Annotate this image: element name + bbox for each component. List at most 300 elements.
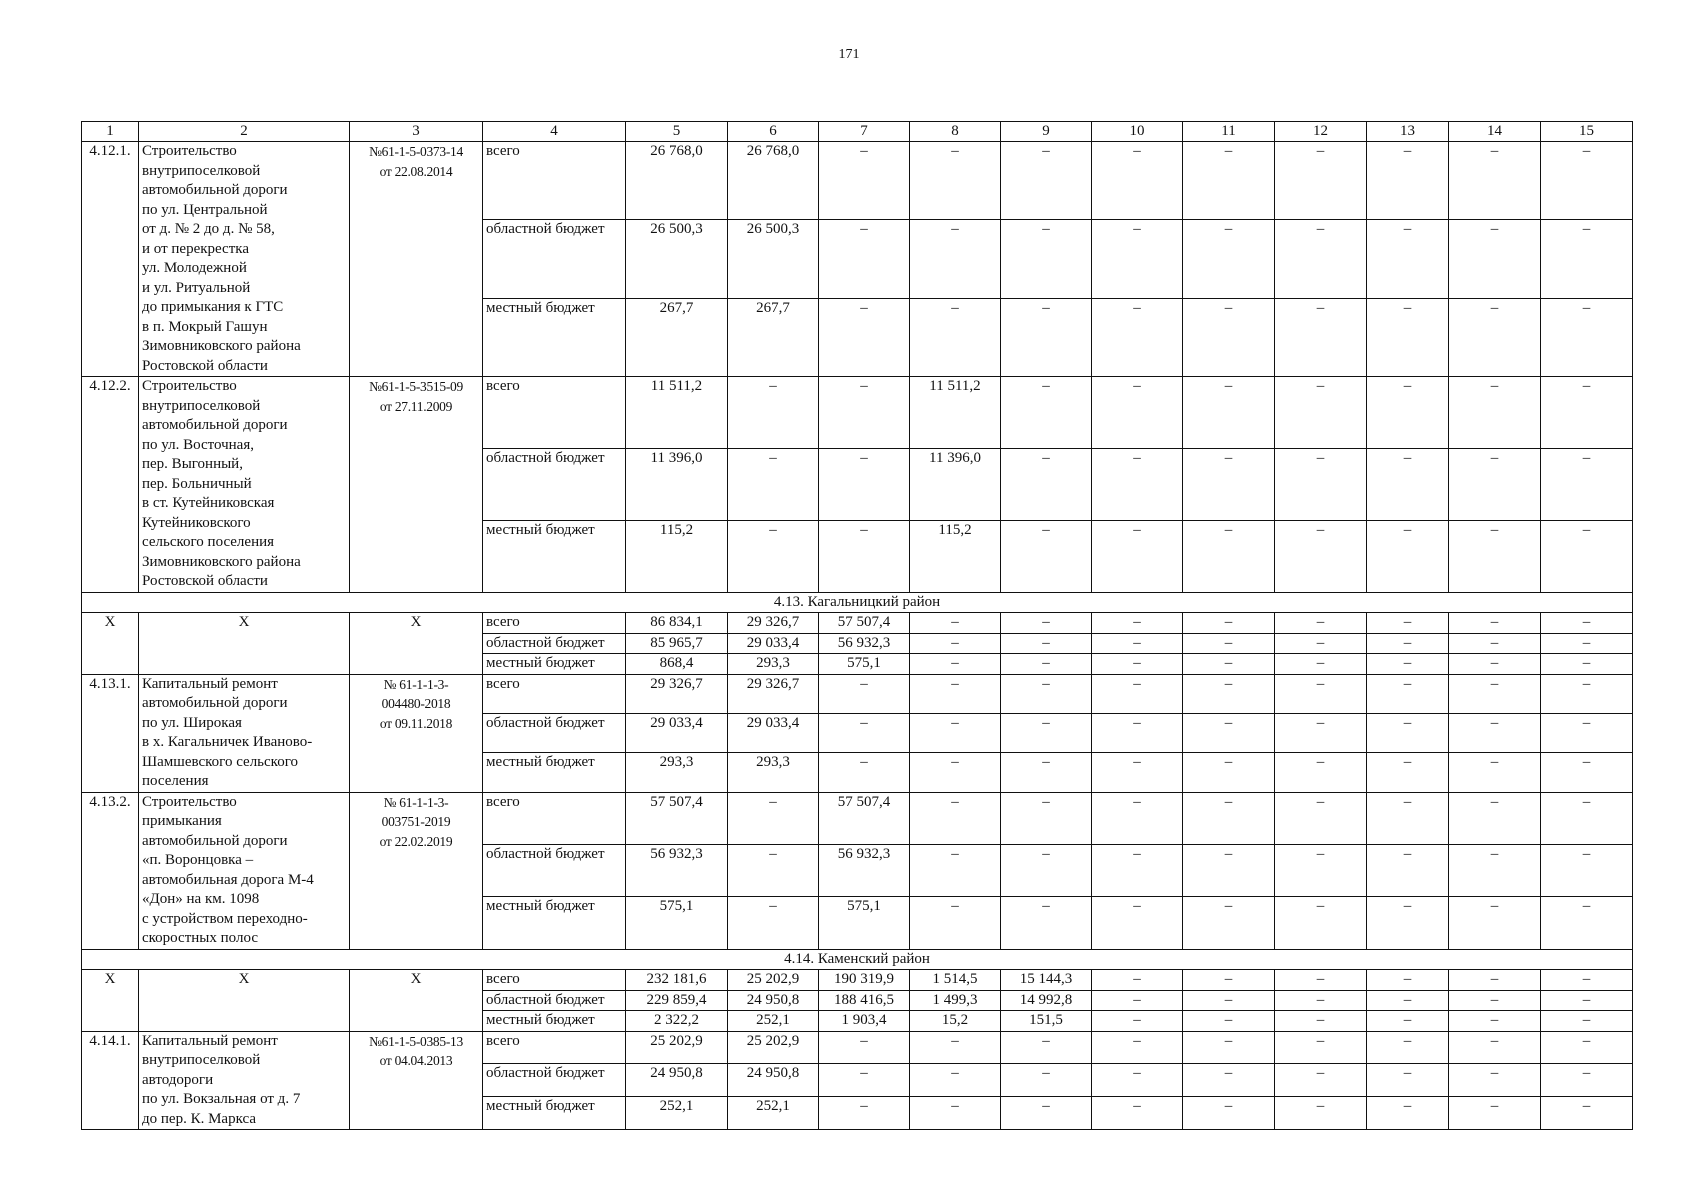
budget-value: 29 033,4	[728, 633, 819, 654]
budget-value: –	[1541, 1097, 1633, 1130]
item-name-line: по ул. Центральной	[142, 201, 268, 218]
budget-value: –	[819, 377, 910, 449]
budget-value: –	[1449, 633, 1541, 654]
budget-value: –	[910, 844, 1001, 896]
budget-value: –	[1449, 142, 1541, 220]
item-name-line: до пер. К. Маркса	[142, 1110, 256, 1127]
budget-value: 14 992,8	[1001, 990, 1092, 1011]
budget-value: –	[1183, 1011, 1275, 1032]
budget-label: всего	[483, 613, 626, 634]
budget-value: –	[1092, 1097, 1183, 1130]
item-name-line: Зимовниковского района	[142, 338, 301, 354]
item-name-line: Зимовниковского района	[142, 553, 301, 570]
budget-value: –	[1001, 897, 1092, 949]
budget-value: –	[1275, 1064, 1367, 1097]
budget-value: –	[1275, 792, 1367, 844]
item-name	[139, 377, 350, 593]
column-number: 6	[728, 122, 819, 142]
item-name-line: Х	[238, 971, 250, 987]
budget-label: местный бюджет	[483, 298, 626, 376]
budget-value: 252,1	[626, 1097, 728, 1130]
budget-value: –	[1449, 220, 1541, 298]
budget-label: местный бюджет	[483, 753, 626, 792]
budget-value: –	[1541, 792, 1633, 844]
budget-value: 85 965,7	[626, 633, 728, 654]
item-name-line: Строительство	[142, 378, 237, 394]
budget-value: –	[1449, 897, 1541, 949]
item-code-line: Х	[410, 971, 422, 987]
budget-value: –	[1275, 990, 1367, 1011]
budget-value: 26 768,0	[626, 142, 728, 220]
item-name-line: Капитальный ремонт	[142, 1032, 278, 1049]
item-name-line: Кутейниковского	[142, 514, 251, 531]
budget-value: –	[728, 897, 819, 949]
item-name-line: Х	[238, 614, 250, 630]
budget-value: –	[1449, 520, 1541, 592]
budget-value: –	[1275, 753, 1367, 792]
budget-value: –	[1449, 613, 1541, 634]
budget-value: 229 859,4	[626, 990, 728, 1011]
budget-value: –	[1092, 520, 1183, 592]
budget-value: –	[1001, 1031, 1092, 1064]
budget-value: –	[1367, 674, 1449, 713]
budget-value: –	[1183, 753, 1275, 792]
budget-value: –	[1183, 970, 1275, 991]
item-name-line: пер. Выгонный,	[142, 456, 243, 472]
column-number: 2	[139, 122, 350, 142]
budget-value: –	[1275, 142, 1367, 220]
budget-value: –	[1183, 897, 1275, 949]
item-name-line: «Дон» на км. 1098	[142, 891, 260, 907]
budget-value: –	[1367, 448, 1449, 520]
item-name	[139, 142, 350, 377]
item-code	[350, 613, 483, 675]
budget-value: –	[1449, 674, 1541, 713]
item-name	[139, 1031, 350, 1130]
budget-value: –	[910, 633, 1001, 654]
item-name-line: внутрипоселковой	[142, 1052, 261, 1068]
budget-value: 25 202,9	[728, 970, 819, 991]
budget-value: –	[1183, 298, 1275, 376]
budget-value: –	[1367, 377, 1449, 449]
budget-value: –	[728, 792, 819, 844]
budget-value: 25 202,9	[626, 1031, 728, 1064]
budget-value: 11 396,0	[910, 448, 1001, 520]
budget-value: –	[1367, 753, 1449, 792]
budget-value: 293,3	[728, 654, 819, 675]
budget-value: –	[728, 844, 819, 896]
budget-value: –	[1001, 520, 1092, 592]
budget-value: –	[1092, 970, 1183, 991]
budget-value: –	[1449, 298, 1541, 376]
budget-value: –	[1275, 520, 1367, 592]
budget-value: –	[1183, 1097, 1275, 1130]
budget-value: –	[1541, 990, 1633, 1011]
budget-value: –	[1367, 1064, 1449, 1097]
budget-value: –	[1092, 1011, 1183, 1032]
budget-value: 11 511,2	[626, 377, 728, 449]
budget-value: –	[1275, 654, 1367, 675]
budget-value: 57 507,4	[819, 613, 910, 634]
budget-value: –	[1449, 448, 1541, 520]
item-name-line: поселения	[142, 773, 209, 789]
budget-value: 188 416,5	[819, 990, 910, 1011]
budget-value: –	[1001, 713, 1092, 752]
budget-value: –	[728, 520, 819, 592]
budget-value: 267,7	[728, 298, 819, 376]
budget-value: –	[1541, 633, 1633, 654]
budget-value: –	[1449, 753, 1541, 792]
budget-value: –	[1092, 220, 1183, 298]
table-row	[82, 1031, 1633, 1064]
column-number: 3	[350, 122, 483, 142]
item-name-line: от д. № 2 до д. № 58,	[142, 221, 275, 237]
budget-label: местный бюджет	[483, 897, 626, 949]
budget-value: –	[1092, 897, 1183, 949]
budget-label: всего	[483, 792, 626, 844]
budget-value: –	[1275, 1031, 1367, 1064]
budget-label: областной бюджет	[483, 990, 626, 1011]
table-row	[82, 674, 1633, 713]
budget-value: –	[910, 298, 1001, 376]
budget-value: –	[1183, 377, 1275, 449]
column-number: 13	[1367, 122, 1449, 142]
budget-value: –	[1001, 377, 1092, 449]
budget-value: –	[1449, 377, 1541, 449]
budget-value: 1 499,3	[910, 990, 1001, 1011]
budget-value: –	[1001, 792, 1092, 844]
item-name-line: в п. Мокрый Гашун	[142, 318, 268, 335]
budget-value: –	[1092, 674, 1183, 713]
budget-value: –	[1367, 654, 1449, 675]
item-name-line: «п. Воронцовка –	[142, 852, 254, 868]
budget-value: –	[1275, 377, 1367, 449]
budget-value: –	[1541, 844, 1633, 896]
item-code-line: №61-1-5-3515-09	[369, 379, 463, 394]
budget-value: –	[1449, 1064, 1541, 1097]
item-code	[350, 1031, 483, 1130]
budget-label: областной бюджет	[483, 633, 626, 654]
item-name-line: автомобильной дороги	[142, 695, 288, 711]
budget-value: –	[1367, 990, 1449, 1011]
budget-value: –	[1001, 633, 1092, 654]
budget-value: –	[1183, 654, 1275, 675]
budget-value: –	[1001, 613, 1092, 634]
budget-value: –	[1367, 1031, 1449, 1064]
section-row	[82, 949, 1633, 970]
item-name	[139, 674, 350, 792]
budget-value: –	[1183, 142, 1275, 220]
budget-value: –	[1541, 298, 1633, 376]
budget-value: –	[910, 220, 1001, 298]
budget-value: –	[1367, 970, 1449, 991]
budget-value: –	[910, 142, 1001, 220]
table-row	[82, 970, 1633, 991]
budget-value: –	[819, 220, 910, 298]
item-name-line: Ростовской области	[142, 357, 268, 374]
budget-value: –	[1367, 520, 1449, 592]
item-number: 4.12.1.	[82, 142, 139, 377]
table-row	[82, 377, 1633, 449]
budget-value: –	[1541, 1031, 1633, 1064]
header-row	[82, 122, 1633, 142]
budget-label: областной бюджет	[483, 220, 626, 298]
budget-value: –	[1001, 1064, 1092, 1097]
item-name-line: по ул. Восточная,	[142, 436, 254, 453]
item-code	[350, 377, 483, 593]
budget-value: 24 950,8	[626, 1064, 728, 1097]
budget-value: –	[1092, 298, 1183, 376]
budget-value: 86 834,1	[626, 613, 728, 634]
table-row	[82, 613, 1633, 634]
budget-value: –	[910, 897, 1001, 949]
item-number: Х	[82, 613, 139, 675]
budget-value: –	[1367, 1011, 1449, 1032]
item-name-line: Строительство	[142, 793, 237, 810]
budget-value: –	[1183, 1064, 1275, 1097]
budget-value: –	[1449, 844, 1541, 896]
budget-value: –	[819, 298, 910, 376]
item-name-line: сельского поселения	[142, 534, 275, 550]
budget-value: –	[1001, 844, 1092, 896]
budget-value: 25 202,9	[728, 1031, 819, 1064]
budget-value: –	[1183, 220, 1275, 298]
budget-label: всего	[483, 142, 626, 220]
budget-label: всего	[483, 1031, 626, 1064]
budget-value: 232 181,6	[626, 970, 728, 991]
budget-value: –	[1275, 674, 1367, 713]
table-row	[82, 792, 1633, 844]
budget-value: –	[1367, 220, 1449, 298]
item-code-line: от 27.11.2009	[379, 398, 453, 414]
item-code-line: № 61-1-1-3-	[383, 676, 449, 692]
item-name-line: внутрипоселковой	[142, 397, 261, 414]
budget-value: –	[1275, 298, 1367, 376]
budget-value: –	[728, 377, 819, 449]
budget-label: областной бюджет	[483, 844, 626, 896]
item-code-line: 003751-2019	[381, 814, 451, 829]
budget-value: –	[819, 713, 910, 752]
budget-value: –	[1367, 298, 1449, 376]
budget-value: –	[1275, 220, 1367, 298]
budget-value: 24 950,8	[728, 990, 819, 1011]
item-code-line: Х	[410, 614, 422, 630]
column-number: 11	[1183, 122, 1275, 142]
budget-value: –	[910, 792, 1001, 844]
budget-value: 24 950,8	[728, 1064, 819, 1097]
budget-value: –	[819, 1064, 910, 1097]
budget-value: 29 033,4	[728, 713, 819, 752]
item-code-line: 004480-2018	[381, 696, 451, 711]
item-number: Х	[82, 970, 139, 1032]
budget-value: –	[728, 448, 819, 520]
budget-value: 15 144,3	[1001, 970, 1092, 991]
budget-value: –	[1183, 1031, 1275, 1064]
item-name-line: автомобильной дороги	[142, 182, 288, 198]
budget-value: 575,1	[626, 897, 728, 949]
budget-value: –	[1183, 844, 1275, 896]
budget-value: –	[1449, 970, 1541, 991]
budget-value: –	[1541, 674, 1633, 713]
budget-value: 252,1	[728, 1011, 819, 1032]
budget-value: –	[1092, 844, 1183, 896]
item-name-line: и ул. Ритуальной	[142, 279, 251, 296]
budget-label: областной бюджет	[483, 713, 626, 752]
budget-value: 575,1	[819, 654, 910, 675]
budget-value: –	[1541, 897, 1633, 949]
budget-value: –	[1092, 377, 1183, 449]
budget-label: местный бюджет	[483, 654, 626, 675]
budget-value: –	[819, 1031, 910, 1064]
budget-value: –	[1449, 1097, 1541, 1130]
budget-value: –	[1541, 520, 1633, 592]
budget-value: –	[1367, 142, 1449, 220]
item-name-line: автодороги	[142, 1071, 214, 1088]
budget-value: 15,2	[910, 1011, 1001, 1032]
item-name-line: пер. Больничный	[142, 475, 252, 492]
budget-value: –	[1183, 792, 1275, 844]
column-number: 14	[1449, 122, 1541, 142]
budget-label: местный бюджет	[483, 520, 626, 592]
budget-value: –	[1275, 448, 1367, 520]
budget-label: всего	[483, 377, 626, 449]
budget-value: –	[1367, 792, 1449, 844]
budget-value: –	[1183, 633, 1275, 654]
item-name-line: ул. Молодежной	[142, 260, 247, 276]
budget-value: –	[1001, 674, 1092, 713]
item-name-line: Капитальный ремонт	[142, 675, 278, 692]
item-code	[350, 674, 483, 792]
budget-value: –	[1275, 633, 1367, 654]
budget-value: –	[1001, 753, 1092, 792]
column-number: 5	[626, 122, 728, 142]
column-number: 9	[1001, 122, 1092, 142]
item-name-line: внутрипоселковой	[142, 162, 261, 179]
budget-value: 115,2	[910, 520, 1001, 592]
budget-value: –	[1183, 613, 1275, 634]
budget-value: –	[1092, 713, 1183, 752]
budget-value: –	[1275, 897, 1367, 949]
budget-value: –	[1183, 990, 1275, 1011]
item-number: 4.13.2.	[82, 792, 139, 949]
budget-value: –	[1449, 1011, 1541, 1032]
budget-value: –	[819, 520, 910, 592]
budget-value: 151,5	[1001, 1011, 1092, 1032]
budget-value: –	[819, 1097, 910, 1130]
budget-value: –	[1541, 220, 1633, 298]
budget-value: 29 326,7	[728, 674, 819, 713]
budget-value: –	[1541, 1011, 1633, 1032]
budget-value: 11 396,0	[626, 448, 728, 520]
budget-value: –	[1449, 990, 1541, 1011]
budget-value: –	[1541, 377, 1633, 449]
budget-value: –	[910, 753, 1001, 792]
budget-value: 293,3	[626, 753, 728, 792]
item-name-line: Ростовской области	[142, 573, 268, 589]
budget-value: 57 507,4	[819, 792, 910, 844]
budget-value: 57 507,4	[626, 792, 728, 844]
budget-value: 11 511,2	[910, 377, 1001, 449]
budget-value: –	[1449, 713, 1541, 752]
budget-value: –	[819, 753, 910, 792]
budget-value: 56 932,3	[819, 844, 910, 896]
budget-value: 868,4	[626, 654, 728, 675]
table-row	[82, 142, 1633, 220]
budget-value: –	[1367, 844, 1449, 896]
column-number: 7	[819, 122, 910, 142]
item-code-line: № 61-1-1-3-	[383, 794, 449, 810]
budget-value: –	[1183, 520, 1275, 592]
column-number: 4	[483, 122, 626, 142]
budget-value: –	[1183, 448, 1275, 520]
budget-value: –	[1092, 1064, 1183, 1097]
budget-value: 1 514,5	[910, 970, 1001, 991]
item-code	[350, 970, 483, 1032]
budget-value: 26 768,0	[728, 142, 819, 220]
item-name-line: Шамшевского сельского	[142, 753, 298, 770]
item-name-line: и от перекрестка	[142, 240, 249, 257]
budget-label: областной бюджет	[483, 1064, 626, 1097]
budget-value: –	[1541, 142, 1633, 220]
budget-label: областной бюджет	[483, 448, 626, 520]
budget-value: –	[1367, 633, 1449, 654]
budget-value: –	[1541, 753, 1633, 792]
item-name-line: скоростных полос	[142, 930, 258, 946]
budget-table	[81, 121, 1633, 1130]
column-number: 12	[1275, 122, 1367, 142]
budget-value: –	[1541, 448, 1633, 520]
item-name-line: до примыкания к ГТС	[142, 299, 284, 315]
budget-value: 1 903,4	[819, 1011, 910, 1032]
item-name-line: автомобильная дорога М-4	[142, 871, 314, 888]
budget-value: –	[910, 613, 1001, 634]
budget-value: –	[1001, 1097, 1092, 1130]
budget-value: –	[1367, 897, 1449, 949]
item-name	[139, 970, 350, 1032]
budget-value: 267,7	[626, 298, 728, 376]
item-number: 4.13.1.	[82, 674, 139, 792]
budget-value: 56 932,3	[626, 844, 728, 896]
item-name-line: примыкания	[142, 813, 222, 829]
budget-value: –	[1092, 633, 1183, 654]
budget-value: –	[910, 1064, 1001, 1097]
budget-value: –	[1092, 654, 1183, 675]
item-name-line: в х. Кагальничек Иваново-	[142, 734, 313, 750]
budget-value: 29 033,4	[626, 713, 728, 752]
item-code	[350, 792, 483, 949]
budget-label: местный бюджет	[483, 1097, 626, 1130]
item-name-line: по ул. Широкая	[142, 714, 242, 731]
budget-value: –	[910, 1031, 1001, 1064]
budget-label: местный бюджет	[483, 1011, 626, 1032]
budget-value: –	[1541, 1064, 1633, 1097]
budget-value: –	[1367, 613, 1449, 634]
budget-value: 115,2	[626, 520, 728, 592]
item-name-line: автомобильной дороги	[142, 417, 288, 433]
budget-value: –	[819, 674, 910, 713]
budget-value: –	[1541, 654, 1633, 675]
column-number: 1	[82, 122, 139, 142]
budget-value: –	[1275, 844, 1367, 896]
budget-value: 252,1	[728, 1097, 819, 1130]
budget-value: –	[910, 654, 1001, 675]
item-code-line: от 04.04.2013	[379, 1053, 453, 1068]
budget-value: –	[819, 142, 910, 220]
item-code-line: от 22.08.2014	[379, 163, 453, 179]
budget-label: всего	[483, 970, 626, 991]
budget-value: –	[1541, 713, 1633, 752]
budget-value: –	[1092, 448, 1183, 520]
